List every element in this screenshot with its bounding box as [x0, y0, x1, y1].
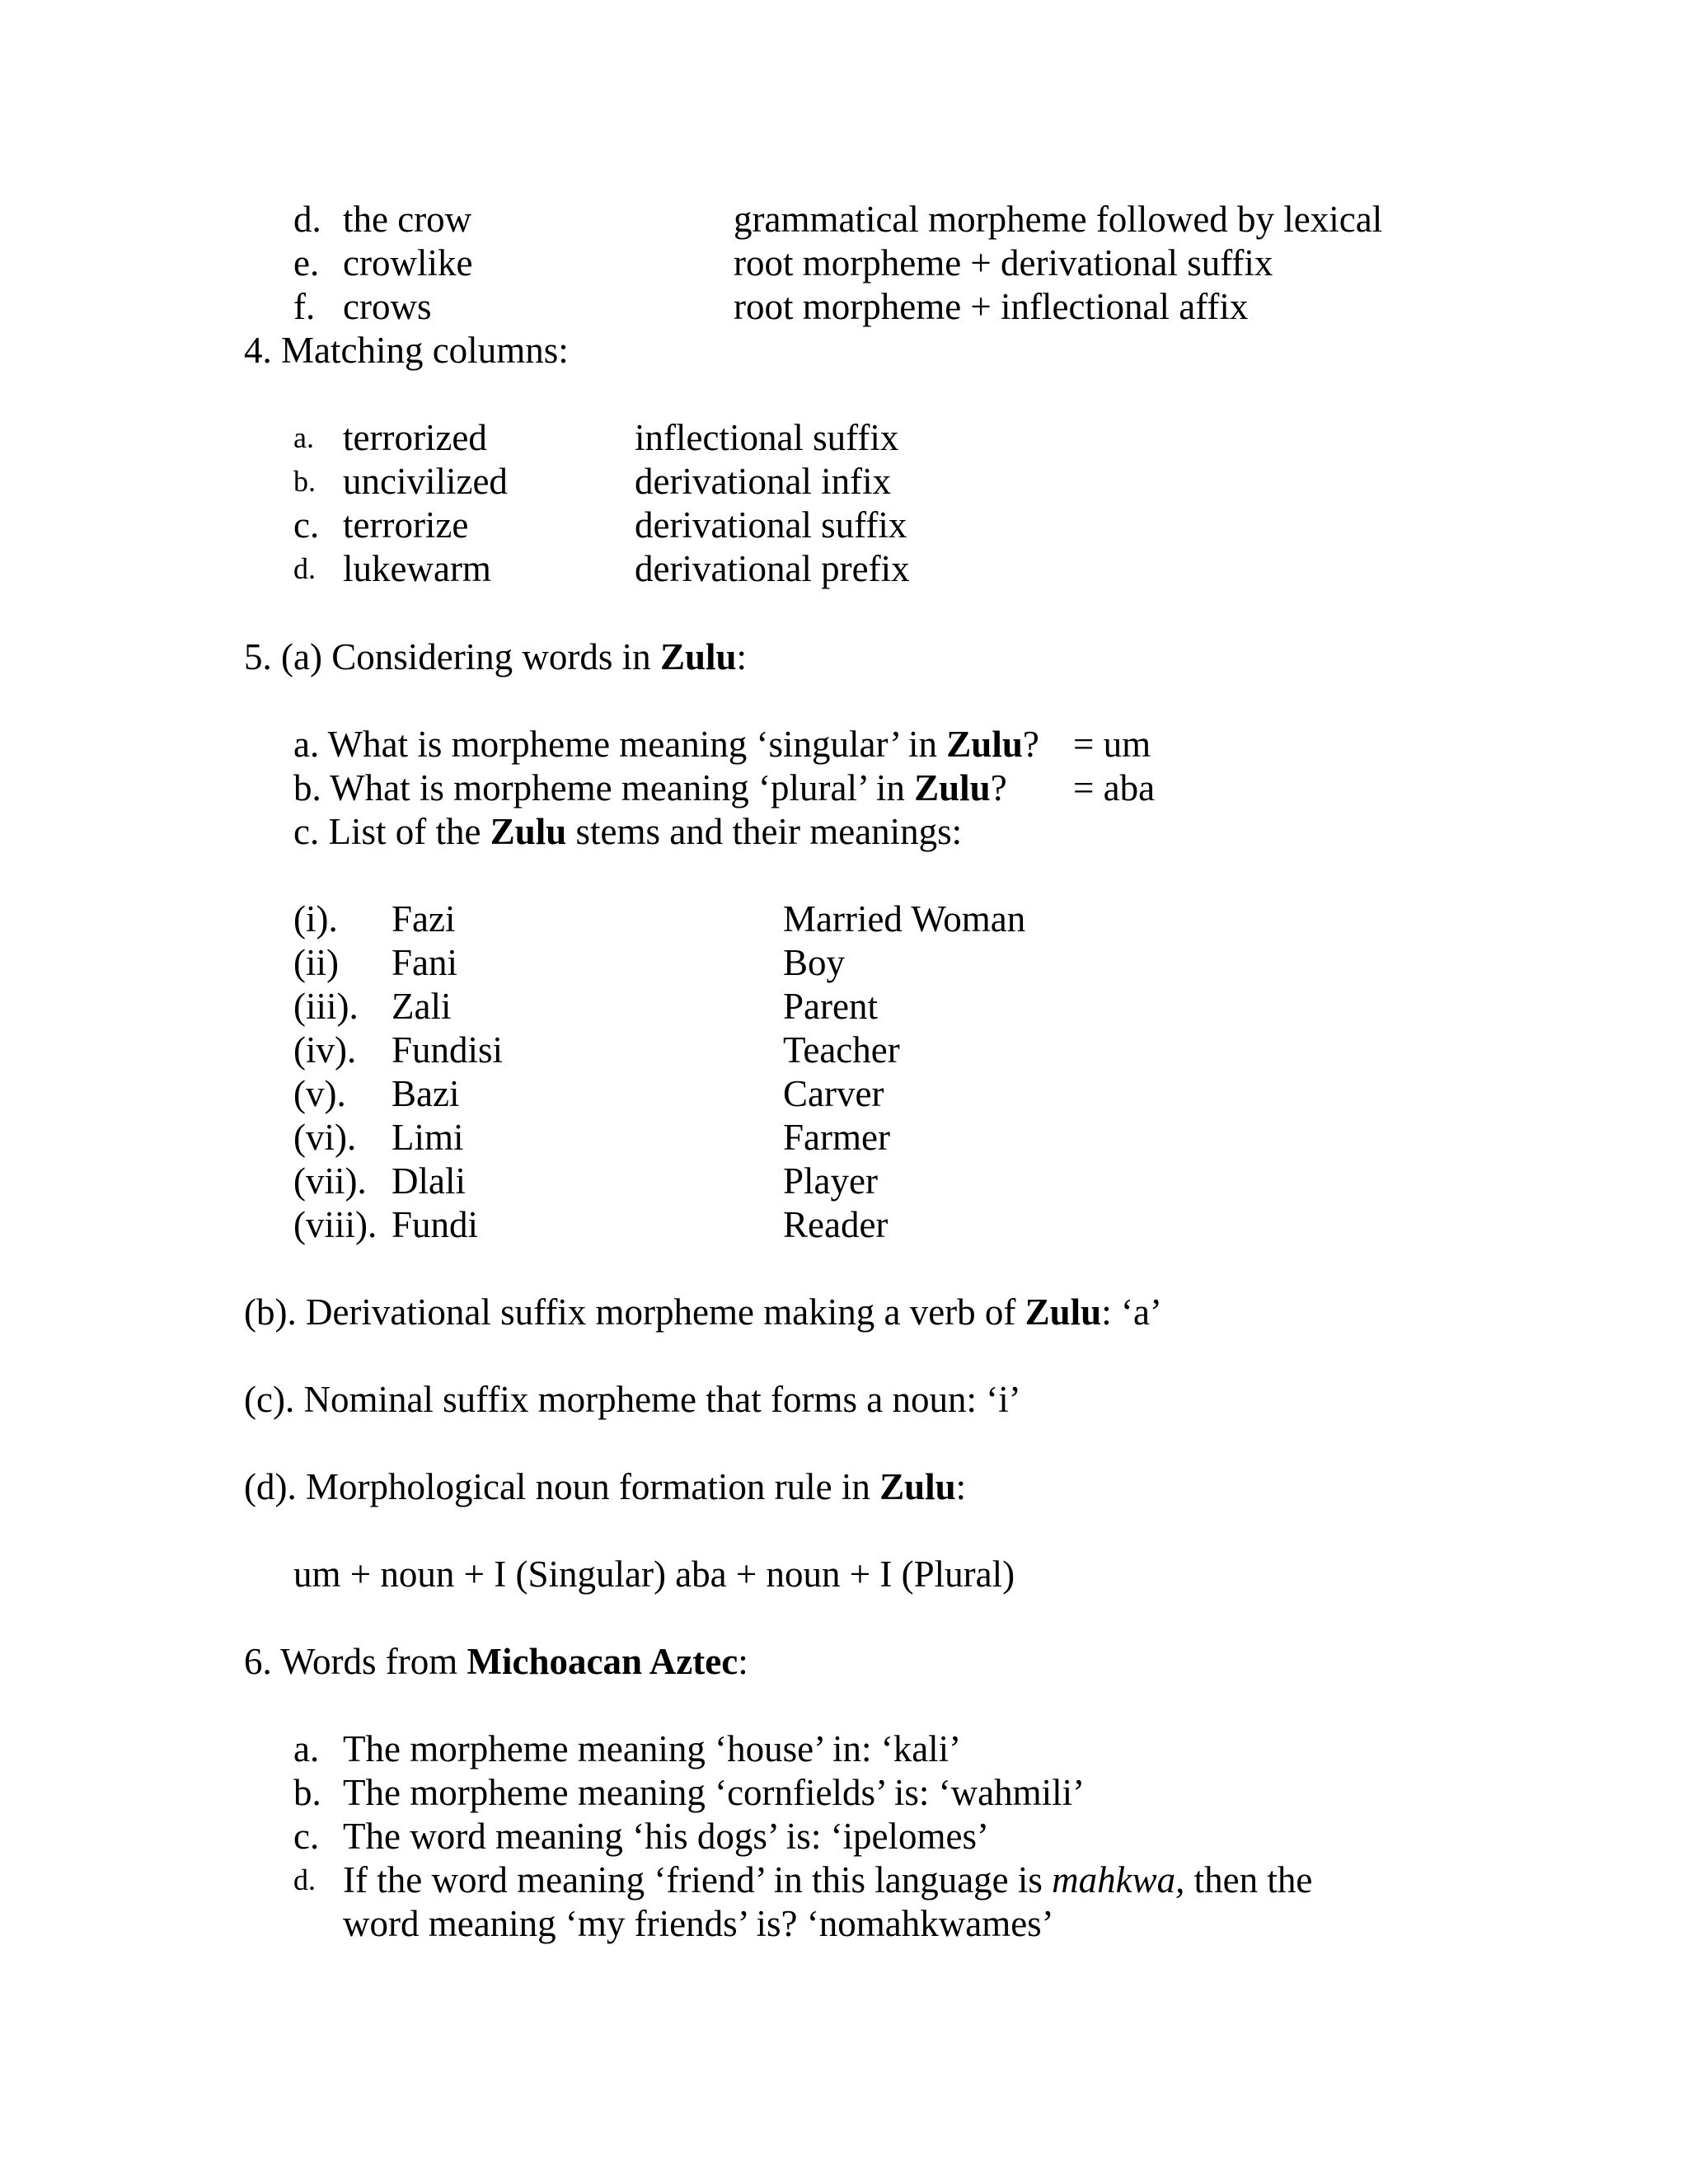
- section-5d-text: (d). Morphological noun formation rule in Zulu:: [244, 1466, 967, 1507]
- document-page: d. the crow grammatical morpheme followed by lexical e. crowlike root morpheme + derivational suffix f. crows root morpheme + inflectional affix 4. Matching columns: a. terrorized inflectional suffix b. uncivilized derivational infix c. terrorize derivational suffix d. lukewarm derivational prefix 5. (a) Considering words in Zulu: a. What is morpheme meaning ‘singular’ in Zulu? = um b. What is morpheme meaning ‘plural’ in Zulu? = aba c. List of the Zulu stems and their meanings: (i). Fazi Married Woman (ii) Fani Boy (iii). Zali Parent (iv). Fundisi Teacher (v). Bazi Carver (vi). Limi Farmer (vii). Dlali Player (viii). Fundi Reader (b). Derivational suffix morpheme making a verb of Zulu: ‘a’ (c). Nominal suffix morpheme that forms a noun: ‘i’ (d). Morphological noun formation rule in Zulu: um + noun + I (Singular) aba + noun + I (Plural) 6. Words from Michoacan Aztec: a. The morpheme meaning ‘house’ in: ‘kali’ b. The morpheme meaning ‘cornfields’ is: ‘wahmili’ c. The word meaning ‘his dogs’ is: ‘ipelomes’ d. If the word meaning ‘friend’ in this language is mahkwa, then the word meaning ‘my friends’ is? ‘nomahkwames’: [244, 199, 1383, 1944]
- section-5-heading: 5. (a) Considering words in Zulu:: [244, 636, 748, 677]
- section-6-heading: 6. Words from Michoacan Aztec:: [244, 1641, 748, 1682]
- section-4-heading: 4. Matching columns:: [244, 330, 569, 371]
- section-5c-text: (c). Nominal suffix morpheme that forms a noun: ‘i’: [244, 1379, 1021, 1420]
- formation-rule: um + noun + I (Singular) aba + noun + I (Plural): [293, 1554, 1015, 1595]
- section-5b-text: (b). Derivational suffix morpheme making a verb of Zulu: ‘a’: [244, 1291, 1162, 1333]
